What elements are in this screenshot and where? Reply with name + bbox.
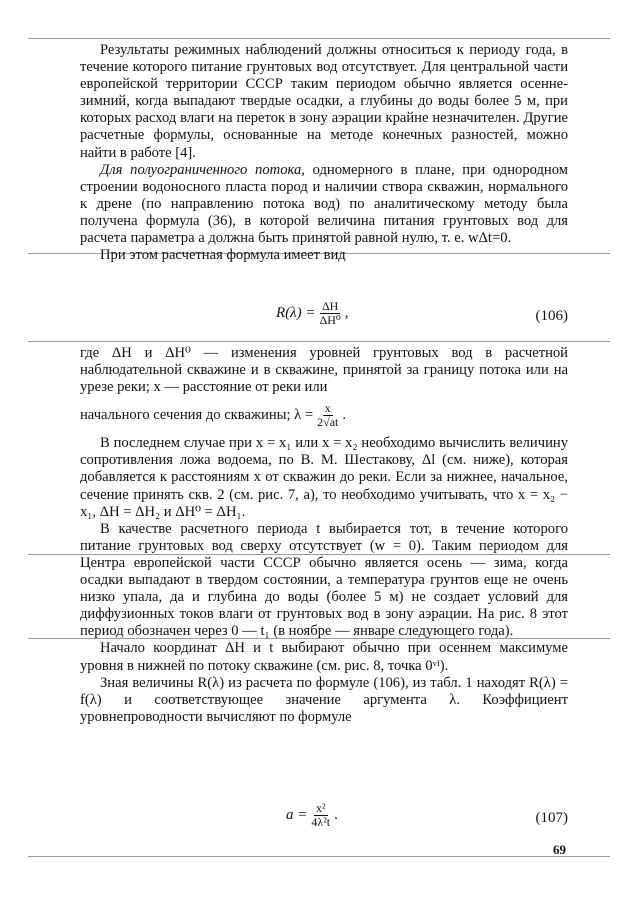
- equation-106: [80, 300, 568, 334]
- paragraph-2-rest: одномерного в плане, при однородном строении водоносного пласта пород и наличии створа скважин, нормального к дрене (по направлению потока вод) по аналитическому методу была получена формула (36), в которой величина питания грунтовых вод для расчета параметра a должна быть принятой равной нулю, т. е. wΔt=0.: [80, 161, 568, 247]
- paragraph-4b-text: начального сечения до скважины; λ =: [80, 407, 314, 424]
- paragraph-3: При этом расчетная формула имеет вид: [100, 247, 346, 264]
- paragraph-8: Зная величины R(λ) из расчета по формуле (106), из табл. 1 находят R(λ) = f(λ) и соответствующее значение аргумента λ. Коэффициент уровнепроводности вычисляют по формуле: [80, 674, 568, 725]
- page-number: 69: [553, 842, 566, 857]
- lambda-tail: .: [342, 407, 347, 424]
- equation-107-tail: .: [334, 807, 338, 823]
- equation-107-numerator: x²: [315, 801, 326, 815]
- equation-107-fraction: [309, 802, 332, 829]
- equation-106-denominator: ΔH⁰: [319, 313, 341, 327]
- equation-106-formula: [276, 300, 348, 327]
- equation-107-denominator: 4λ²t: [311, 815, 331, 829]
- scan-line: [28, 341, 610, 342]
- equation-107-lhs: a =: [286, 807, 308, 823]
- equation-106-fraction: [318, 300, 343, 327]
- equation-106-lhs: R(λ) =: [276, 305, 316, 321]
- lambda-fraction: [315, 402, 340, 429]
- paragraph-1: Результаты режимных наблюдений должны относиться к периоду года, в течение которого питание грунтовых вод отсутствует. Для центральной части европейской территории СССР таким периодом обычно является осенне-зимний, когда выпадают твердые осадки, а глубины до воды более 5 м, при которых расход влаги на переток в зону аэрации крайне незначителен. Другие расчетные формулы, основанные на методе конечных разностей, можно найти в работе [4].: [80, 42, 568, 161]
- equation-107: [80, 802, 568, 836]
- equation-106-label: (106): [535, 308, 568, 324]
- lambda-denominator: 2√at: [317, 415, 339, 430]
- paragraph-7: Начало координат ΔH и t выбирают обычно при осеннем максимуме уровня в нижней по потоку скважине (см. рис. 8, точка 0ᵛᴵ).: [80, 640, 568, 674]
- scan-line: [28, 856, 610, 857]
- paragraph-4b: [80, 402, 568, 429]
- paragraph-2-italic: Для полуограниченного потока,: [100, 161, 305, 178]
- paragraph-2: [80, 162, 568, 247]
- lambda-numerator: x: [324, 401, 331, 416]
- equation-106-numerator: ΔH: [321, 299, 339, 313]
- scan-line: [28, 38, 610, 39]
- equation-107-label: (107): [535, 810, 568, 826]
- paragraph-4a: где ΔH и ΔH⁰ — изменения уровней грунтовых вод в расчетной наблюдательной скважине и в скважине, принятой за границу потока или на урезе реки; x — расстояние от реки или: [80, 345, 568, 396]
- equation-107-formula: [286, 802, 338, 829]
- paragraph-5: В последнем случае при x = x₁ или x = x₂ необходимо вычислить величину сопротивления ложа водоема, по В. М. Шестакову, Δl (см. ниже), которая добавляется к расстояниям x от скважин до реки. Если за нижнее, начальное, сечение принять скв. 2 (см. рис. 7, a), то необходимо учитывать, что x = x₂ − x₁, ΔH = ΔH₂ и ΔH⁰ = ΔH₁.: [80, 435, 568, 520]
- paragraph-6: В качестве расчетного периода t выбирается тот, в течение которого питание грунтовых вод сверху отсутствует (w = 0). Таким периодом для Центра европейской части СССР обычно является осень — зима, когда осадки выпадают в твердом состоянии, а температура грунтов еще не очень низко упала, да и глубина до воды (более 5 м) не создает условий для диффузионных токов влаги от грунтовых вод в зону аэрации. На рис. 8 этот период обозначен через 0 — t₁ (в ноябре — январе следующего года).: [80, 520, 568, 640]
- text-block-2: [80, 345, 568, 726]
- equation-106-tail: ,: [344, 305, 349, 321]
- text-block-1: [80, 42, 568, 264]
